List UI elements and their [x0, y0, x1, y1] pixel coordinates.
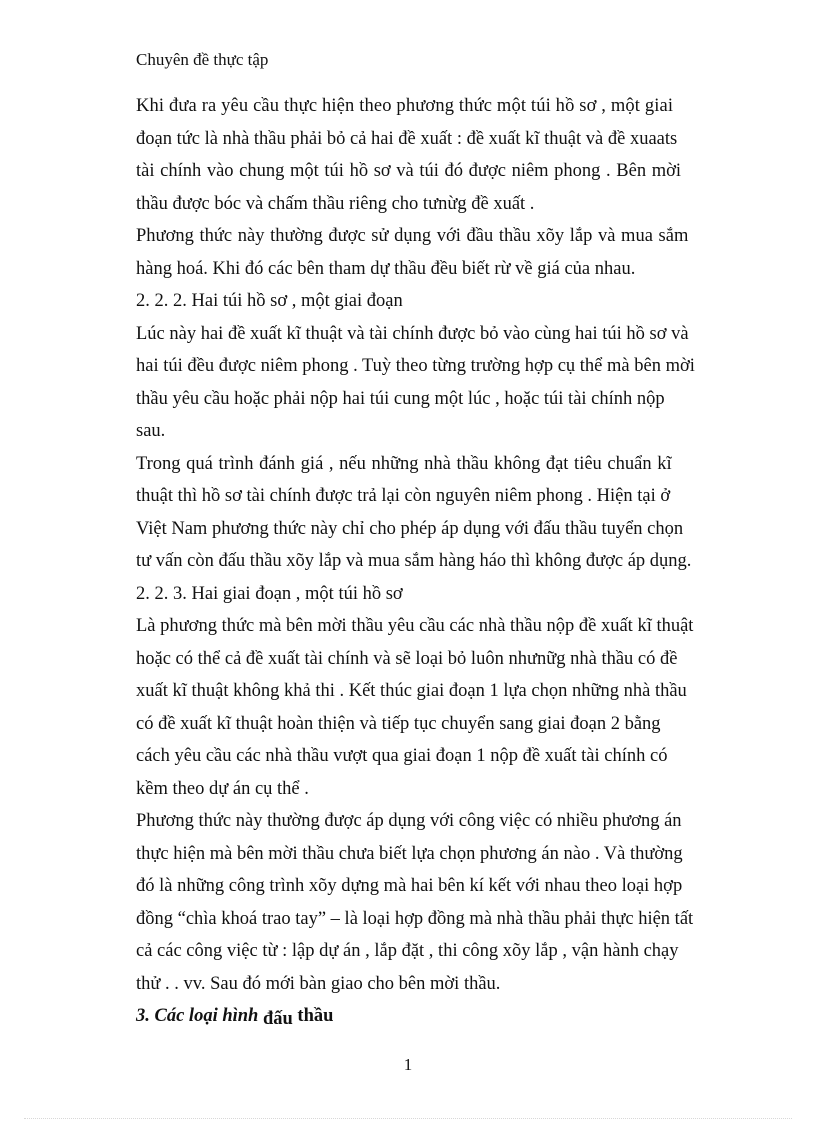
- running-header: Chuyên đề thực tập: [136, 50, 269, 69]
- section-heading-sub: đấu: [262, 1009, 293, 1029]
- text-line: hoặc có thể cả đề xuất tài chính và sẽ loại bỏ luôn nhưnữg nhà thầu có đề: [136, 648, 678, 669]
- text-line: cách yêu cầu các nhà thầu vượt qua giai đoạn 1 nộp đề xuất tài chính có: [136, 746, 668, 766]
- text-line: xuất kĩ thuật không khả thi . Kết thúc giai đoạn 1 lựa chọn những nhà thầu: [136, 681, 687, 701]
- text-line: thực hiện mà bên mời thầu chưa biết lựa chọn phương án nào . Và thường: [136, 843, 683, 864]
- section-heading: [136, 1000, 721, 1033]
- text-line: thử . . vv. Sau đó mới bàn giao cho bên mời thầu.: [136, 973, 501, 994]
- text-line: thuật thì hồ sơ tài chính được trả lại còn nguyên niêm phong . Hiện tại ở: [136, 486, 671, 506]
- text-line: thầu được bóc và chấm thầu riêng cho tưnừg đề xuất .: [136, 193, 535, 214]
- text-line: hàng hoá. Khi đó các bên tham dự thầu đều biết rừ về giá của nhau.: [136, 258, 636, 279]
- text-line: tài chính vào chung một túi hồ sơ và túi đó được niêm phong . Bên mời: [136, 161, 682, 181]
- section-heading-tail: thầu: [297, 1006, 334, 1026]
- page-number: 1: [403, 1055, 413, 1074]
- text-line: đoạn tức là nhà thầu phải bỏ cả hai đề xuất : đề xuất kĩ thuật và đề xuaats: [136, 128, 678, 149]
- body-text: [136, 90, 721, 1033]
- page-bottom-rule: [24, 1118, 792, 1119]
- text-line: Phương thức này thường được sử dụng với đầu thầu xõy lắp và mua sắm: [136, 226, 689, 246]
- text-line: Trong quá trình đánh giá , nếu những nhà thầu không đạt tiêu chuẩn kĩ: [136, 453, 672, 474]
- text-line: Phương thức này thường được áp dụng với công việc có nhiều phương án: [136, 811, 682, 831]
- subsection-heading: 2. 2. 2. Hai túi hồ sơ , một giai đoạn: [136, 291, 403, 311]
- text-line: hai túi đều được niêm phong . Tuỳ theo từng trường hợp cụ thể mà bên mời: [136, 356, 695, 376]
- text-line: thầu yêu cầu hoặc phải nộp hai túi cung một lúc , hoặc túi tài chính nộp: [136, 388, 665, 409]
- text-line: Khi đưa ra yêu cầu thực hiện theo phương thức một túi hồ sơ , một giai: [136, 96, 674, 116]
- text-line: đồng “chìa khoá trao tay” – là loại hợp đồng mà nhà thầu phải thực hiện tất: [136, 908, 694, 929]
- text-line: tư vấn còn đấu thầu xõy lắp và mua sắm hàng háo thì không được áp dụng.: [136, 551, 692, 571]
- text-line: Là phương thức mà bên mời thầu yêu cầu các nhà thầu nộp đề xuất kĩ thuật: [136, 616, 694, 636]
- text-line: sau.: [136, 421, 166, 441]
- text-line: Việt Nam phương thức này chỉ cho phép áp dụng với đấu thầu tuyển chọn: [136, 518, 684, 539]
- text-line: kềm theo dự án cụ thể .: [136, 778, 309, 799]
- text-line: đó là những công trình xõy dựng mà hai bên kí kết với nhau theo loại hợp: [136, 876, 683, 896]
- text-line: có đề xuất kĩ thuật hoàn thiện và tiếp tục chuyển sang giai đoạn 2 bằng: [136, 713, 661, 734]
- text-line: Lúc này hai đề xuất kĩ thuật và tài chính được bỏ vào cùng hai túi hồ sơ và: [136, 323, 689, 344]
- subsection-heading: 2. 2. 3. Hai giai đoạn , một túi hồ sơ: [136, 583, 403, 604]
- section-heading-main: 3. Các loại hình: [136, 1006, 259, 1026]
- text-line: cả các công việc từ : lập dự án , lắp đặt , thi công xõy lắp , vận hành chạy: [136, 941, 679, 961]
